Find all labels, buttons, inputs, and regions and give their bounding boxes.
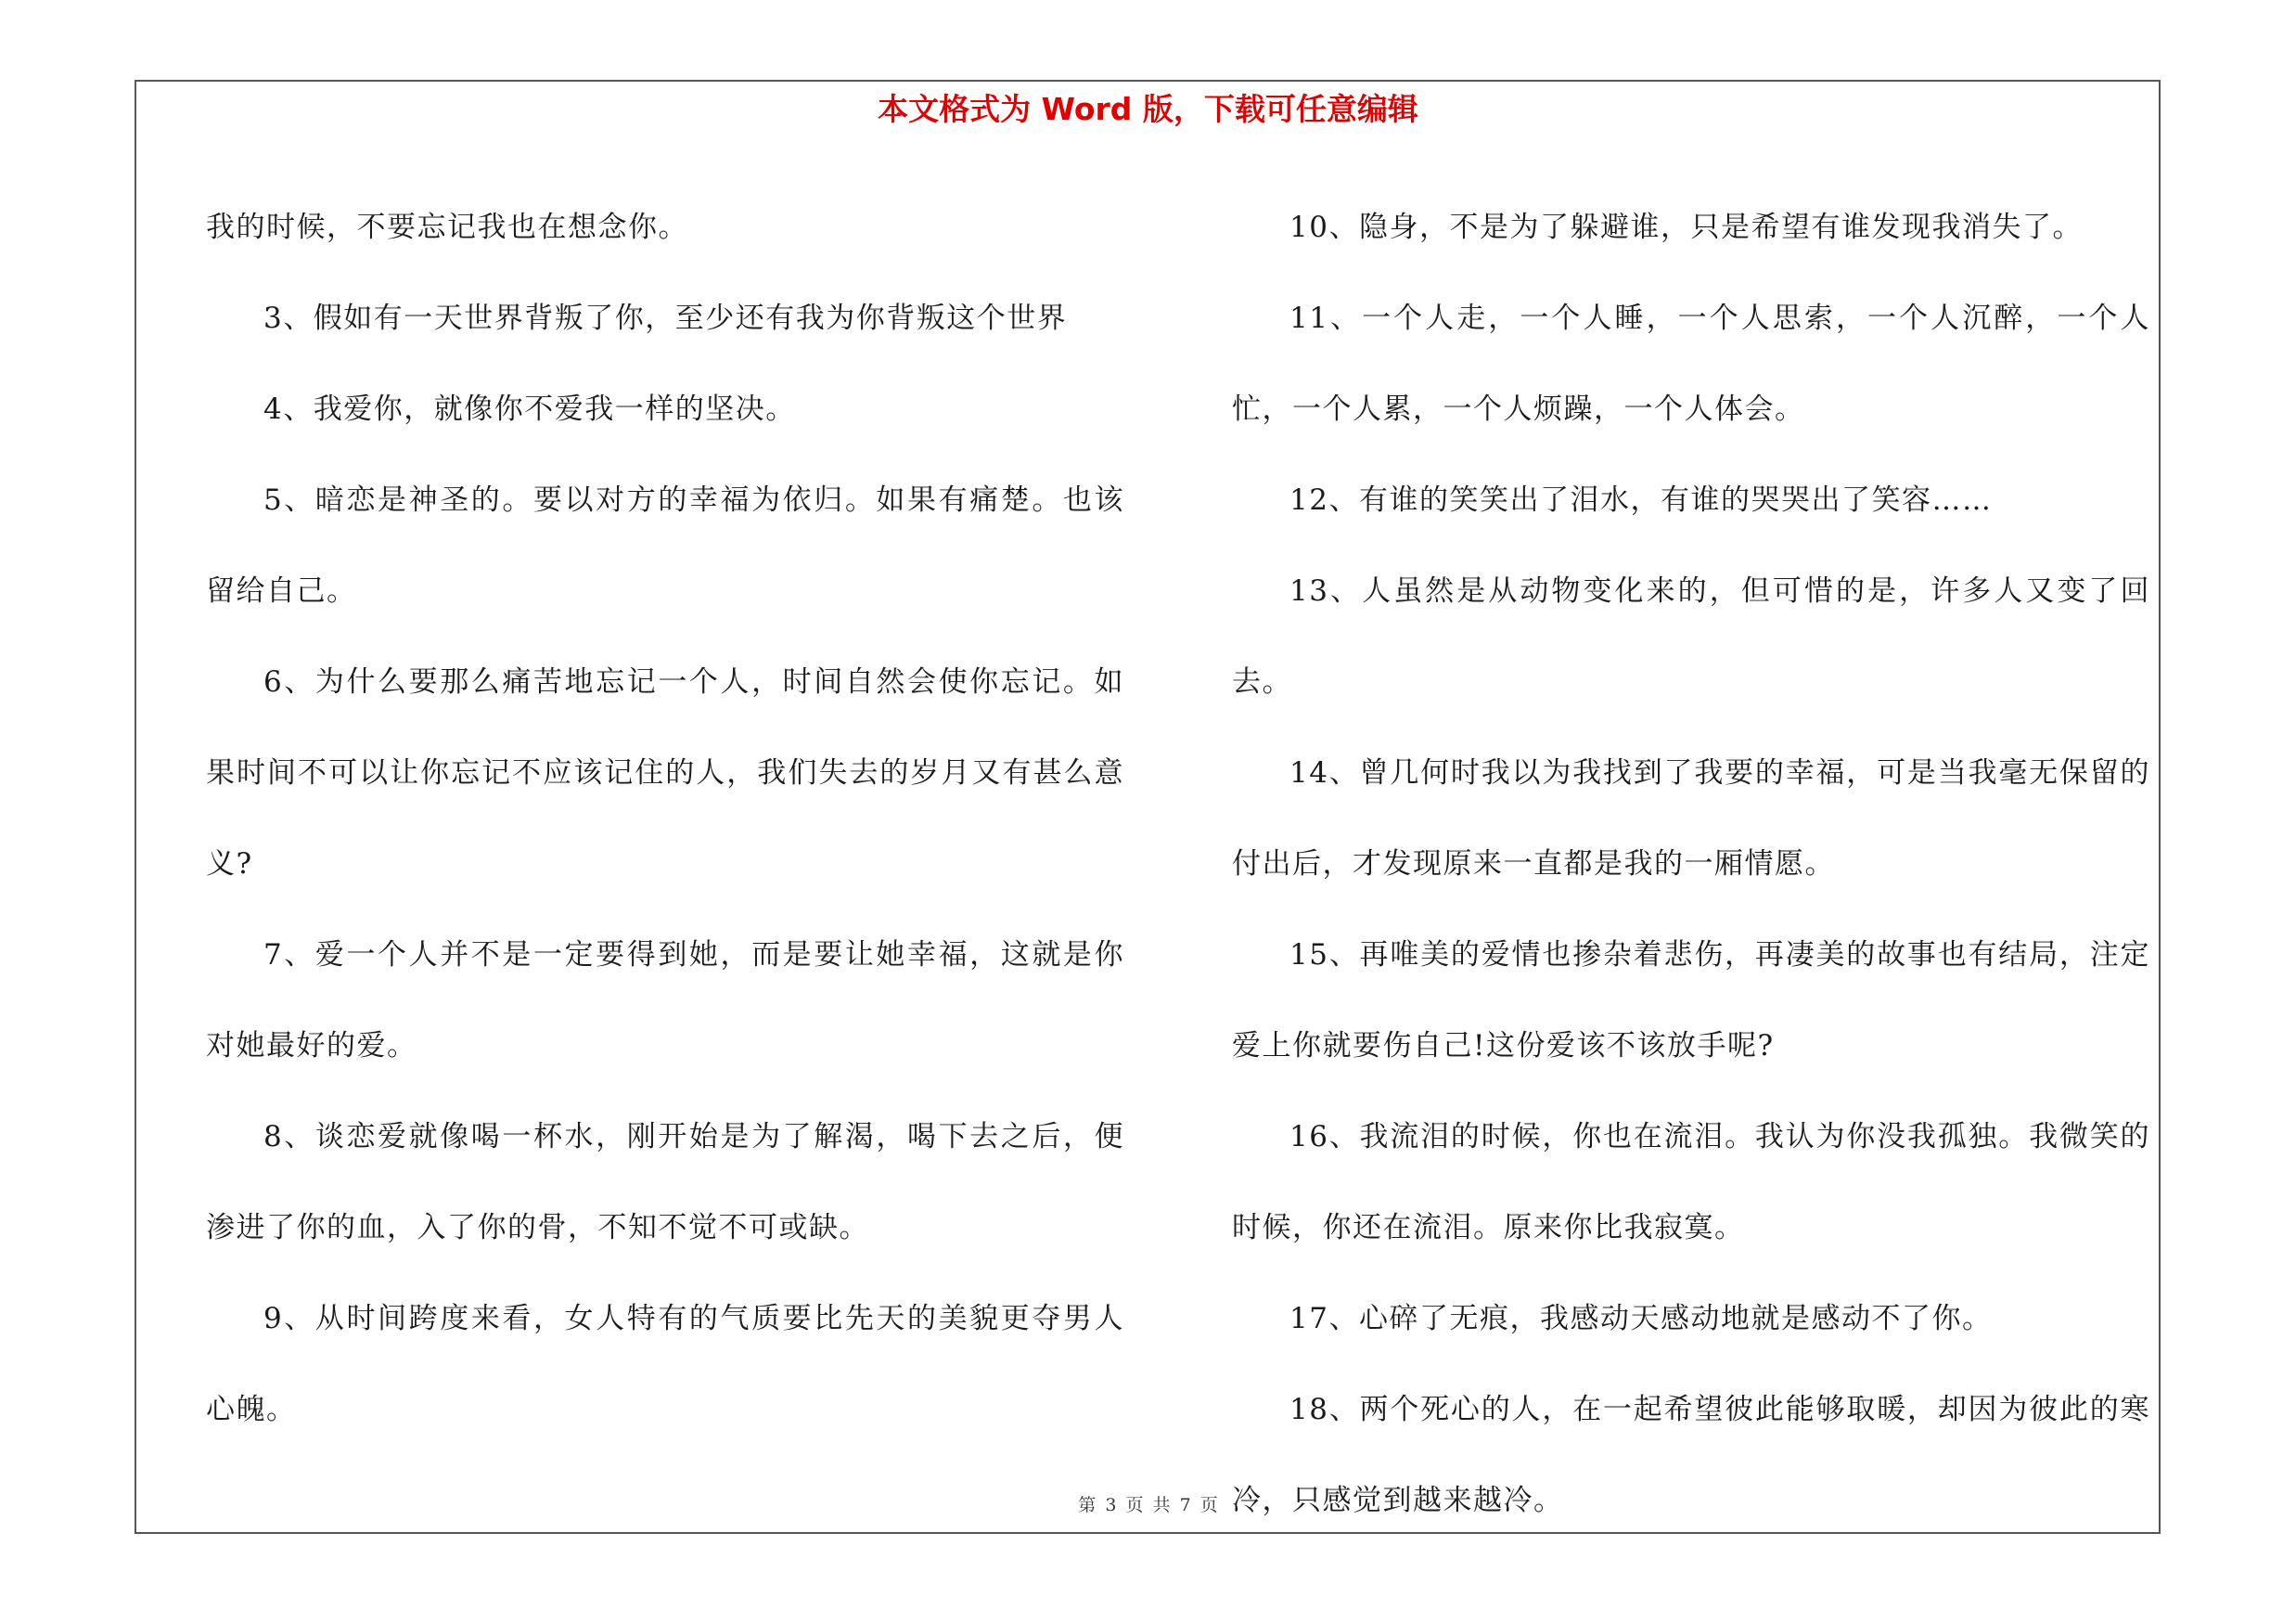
footer-total-word: 共: [1152, 1495, 1171, 1515]
left-column: [206, 182, 1124, 1455]
footer-suffix: 页: [1199, 1495, 1218, 1515]
paragraph: 3、假如有一天世界背叛了你，至少还有我为你背叛这个世界: [263, 302, 1068, 335]
paragraph: 12、有谁的笑笑出了泪水，有谁的哭哭出了笑容……: [1289, 483, 1993, 517]
paragraph: 4、我爱你，就像你不爱我一样的坚决。: [263, 393, 796, 426]
paragraph: 9、从时间跨度来看，女人特有的气质要比先天的美貌更夺男人心魄。: [206, 1302, 1124, 1426]
paragraph: 17、心碎了无痕，我感动天感动地就是感动不了你。: [1289, 1302, 1993, 1335]
paragraph: 11、一个人走，一个人睡，一个人思索，一个人沉醉，一个人忙，一个人累，一个人烦躁，一个人体会。: [1232, 302, 2150, 426]
paragraph: 14、曾几何时我以为我找到了我要的幸福，可是当我毫无保留的付出后，才发现原来一直都是我的一厢情愿。: [1232, 756, 2150, 881]
paragraph: 16、我流泪的时候，你也在流泪。我认为你没我孤独。我微笑的时候，你还在流泪。原来你比我寂寞。: [1232, 1120, 2150, 1244]
paragraph: 15、再唯美的爱情也掺杂着悲伤，再凄美的故事也有结局，注定爱上你就要伤自己!这份爱该不该放手呢?: [1232, 938, 2150, 1063]
footer-current-page: 3: [1105, 1495, 1117, 1515]
paragraph: 13、人虽然是从动物变化来的，但可惜的是，许多人又变了回去。: [1232, 574, 2150, 699]
paragraph: 18、两个死心的人，在一起希望彼此能够取暖，却因为彼此的寒冷，只感觉到越来越冷。: [1232, 1393, 2150, 1517]
paragraph: 5、暗恋是神圣的。要以对方的幸福为依归。如果有痛楚。也该留给自己。: [206, 483, 1124, 608]
header-banner: 本文格式为 Word 版，下载可任意编辑: [878, 91, 1418, 127]
page-footer: [0, 1494, 2296, 1516]
paragraph: 10、隐身，不是为了躲避谁，只是希望有谁发现我消失了。: [1289, 211, 2083, 244]
footer-page-word: 页: [1125, 1495, 1144, 1515]
right-column: [1232, 182, 2150, 1546]
footer-prefix: 第: [1078, 1495, 1097, 1515]
paragraph: 我的时候，不要忘记我也在想念你。: [206, 211, 688, 244]
footer-total-pages: 7: [1179, 1495, 1191, 1515]
paragraph: 8、谈恋爱就像喝一杯水，刚开始是为了解渴，喝下去之后，便渗进了你的血，入了你的骨，不知不觉不可或缺。: [206, 1120, 1124, 1244]
paragraph: 7、爱一个人并不是一定要得到她，而是要让她幸福，这就是你对她最好的爱。: [206, 938, 1124, 1063]
paragraph: 6、为什么要那么痛苦地忘记一个人，时间自然会使你忘记。如果时间不可以让你忘记不应该记住的人，我们失去的岁月又有甚么意义?: [206, 665, 1124, 881]
